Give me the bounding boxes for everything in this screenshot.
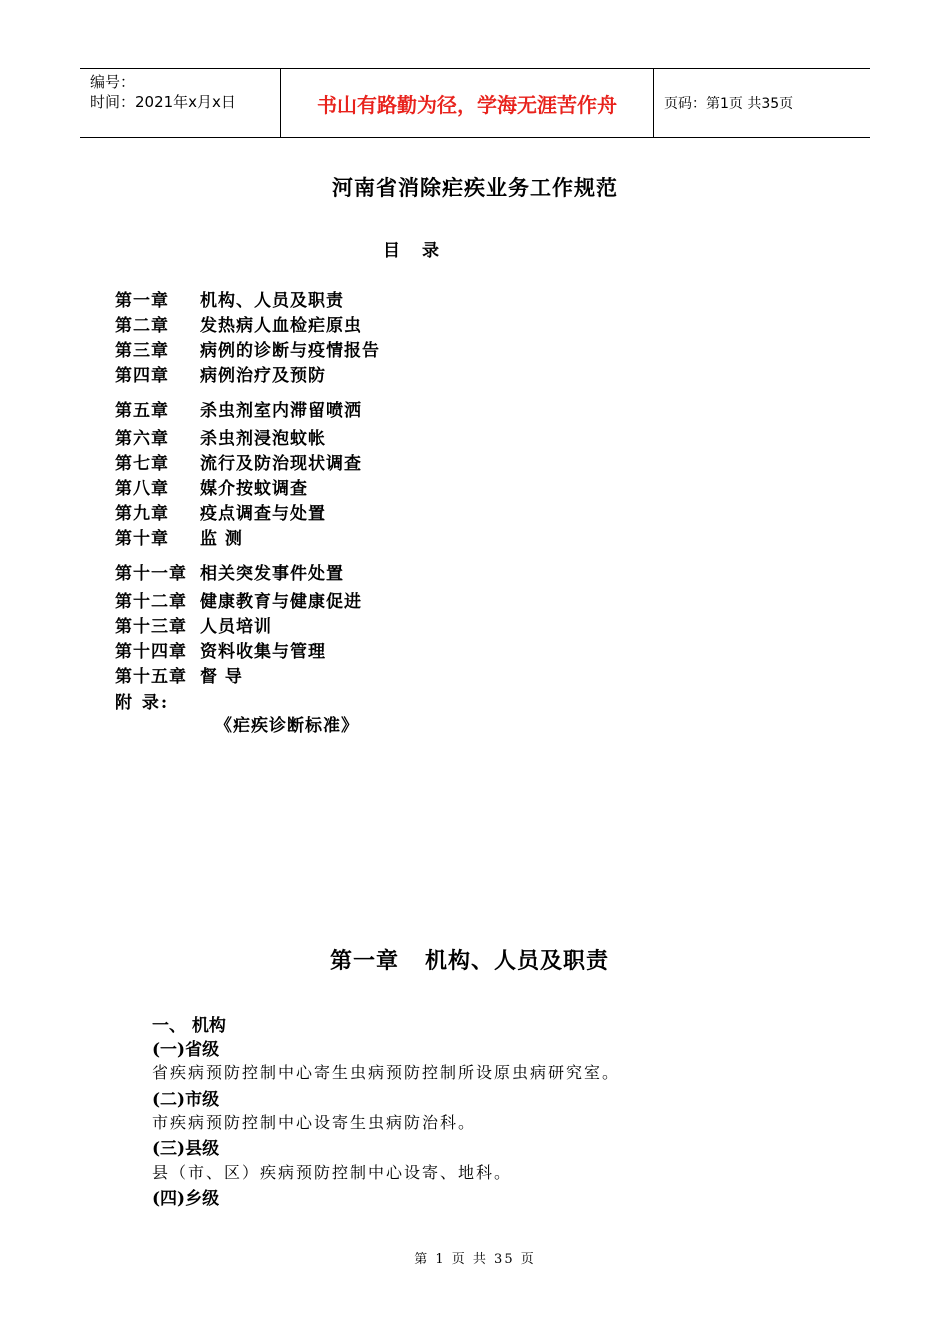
toc-item[interactable] — [115, 424, 326, 449]
toc-item-number: 第十三章 — [115, 617, 187, 637]
toc-item[interactable] — [115, 587, 362, 612]
toc-item[interactable] — [115, 311, 362, 336]
toc-item[interactable] — [115, 449, 362, 474]
paragraph: 市疾病预防控制中心设寄生虫病防治科。 — [152, 1113, 477, 1132]
header-page-info: 页码：第1页 共35页 — [664, 96, 794, 112]
toc-item-number: 第九章 — [115, 504, 169, 524]
toc-item-number: 第三章 — [115, 341, 169, 361]
page-footer: 第 1 页 共 35 页 — [414, 1252, 536, 1267]
toc-item-number: 第四章 — [115, 366, 169, 386]
toc-item-number: 第二章 — [115, 316, 169, 336]
toc-item[interactable] — [115, 336, 380, 361]
paragraph: 省疾病预防控制中心寄生虫病预防控制所设原虫病研究室。 — [152, 1063, 621, 1082]
toc-item-title: 人员培训 — [200, 617, 272, 637]
toc-item[interactable] — [115, 499, 326, 524]
toc-item-number: 第十一章 — [115, 564, 187, 584]
toc-item[interactable] — [115, 396, 362, 421]
toc-item-title: 资料收集与管理 — [200, 642, 326, 662]
toc-item[interactable] — [115, 559, 344, 584]
toc-item-title: 媒介按蚊调查 — [200, 479, 308, 499]
toc-item-number: 第一章 — [115, 291, 169, 311]
toc-item[interactable] — [115, 637, 326, 662]
toc-item-title: 疫点调查与处置 — [200, 504, 326, 524]
toc-item-title: 杀虫剂室内滞留喷洒 — [200, 401, 362, 421]
toc-item[interactable] — [115, 524, 243, 549]
subsection-heading: (三)县级 — [152, 1139, 220, 1159]
toc-item-number: 第十四章 — [115, 642, 187, 662]
appendix-item[interactable]: 《疟疾诊断标准》 — [215, 716, 359, 736]
document-title: 河南省消除疟疾业务工作规范 — [332, 176, 618, 200]
toc-item[interactable] — [115, 474, 308, 499]
toc-item-number: 第七章 — [115, 454, 169, 474]
chapter-number: 第一章 — [330, 949, 400, 974]
toc-item[interactable] — [115, 662, 243, 687]
toc-item-number: 第十五章 — [115, 667, 187, 687]
paragraph: 县（市、区）疾病预防控制中心设寄、地科。 — [152, 1163, 513, 1182]
toc-item[interactable] — [115, 286, 344, 311]
toc-item-title: 杀虫剂浸泡蚊帐 — [200, 429, 326, 449]
chapter-heading — [330, 944, 609, 975]
toc-item-number: 第五章 — [115, 401, 169, 421]
header-meta-cell — [80, 69, 281, 137]
toc-item-title: 流行及防治现状调查 — [200, 454, 362, 474]
toc-item-number: 第六章 — [115, 429, 169, 449]
toc-item-title: 健康教育与健康促进 — [200, 592, 362, 612]
toc-item-title: 相关突发事件处置 — [200, 564, 344, 584]
chapter-title: 机构、人员及职责 — [425, 949, 610, 974]
section-heading: 一、 机构 — [152, 1016, 226, 1036]
appendix-label: 附 录: — [115, 693, 170, 713]
subsection-heading: (二)市级 — [152, 1090, 220, 1110]
document-number-label: 编号： — [90, 73, 136, 91]
toc-item-number: 第八章 — [115, 479, 169, 499]
subsection-heading: (四)乡级 — [152, 1189, 220, 1209]
toc-item-title: 病例的诊断与疫情报告 — [200, 341, 380, 361]
toc-item-title: 发热病人血检疟原虫 — [200, 316, 362, 336]
toc-item-title: 机构、人员及职责 — [200, 291, 344, 311]
toc-item-number: 第十章 — [115, 529, 169, 549]
toc-item[interactable] — [115, 612, 272, 637]
header-motto: 书山有路勤为径，学海无涯苦作舟 — [281, 69, 654, 137]
toc-item-title: 病例治疗及预防 — [200, 366, 326, 386]
header-table — [80, 68, 870, 138]
toc-heading: 目录 — [383, 241, 461, 261]
toc-item-title: 监 测 — [200, 529, 243, 549]
toc-item-title: 督 导 — [200, 667, 243, 687]
document-time-label: 时间：2021年x月x日 — [90, 93, 236, 111]
toc-item[interactable] — [115, 361, 326, 386]
subsection-heading: (一)省级 — [152, 1040, 220, 1060]
toc-item-number: 第十二章 — [115, 592, 187, 612]
